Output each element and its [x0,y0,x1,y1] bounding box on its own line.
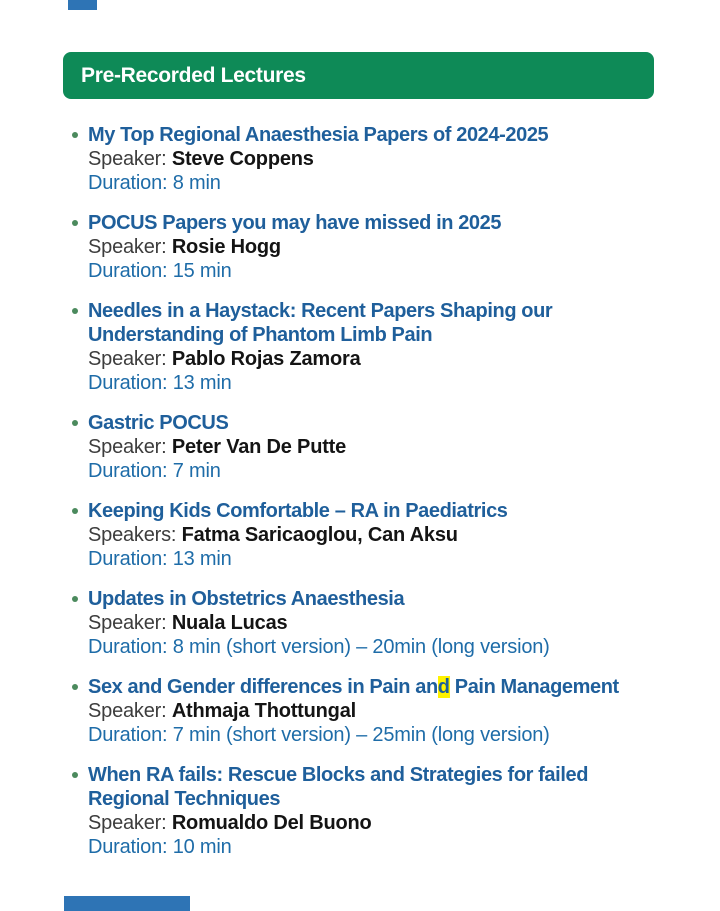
duration-line [88,459,663,483]
duration-line [88,259,663,283]
lecture-text [88,587,663,659]
lecture-title-text: My Top Regional Anaesthesia Papers of 2024-2025 [88,124,549,146]
speaker-name: Romualdo Del Buono [171,812,372,834]
lecture-text [88,499,663,571]
lecture-title-text: Gastric POCUS [88,412,229,434]
duration-label: Duration: [88,460,168,482]
bullet-icon [72,132,78,138]
lecture-text [88,763,663,859]
duration-label: Duration: [88,260,168,282]
duration-label: Duration: [88,724,168,746]
speaker-name: Steve Coppens [171,148,314,170]
lecture-title [88,123,663,147]
speaker-label: Speaker: [88,812,167,834]
lecture-list [63,123,663,875]
speaker-label: Speaker: [88,700,167,722]
duration-label: Duration: [88,636,168,658]
lecture-title-text: When RA fails: Rescue Blocks and Strategies for failed Regional Techniques [88,764,589,810]
speaker-name: Athmaja Thottungal [171,700,356,722]
bullet-icon [72,420,78,426]
bullet-icon [72,308,78,314]
duration-value: 7 min (short version) – 25min (long version) [172,724,550,746]
speaker-line [88,699,663,723]
duration-label: Duration: [88,372,168,394]
duration-value: 8 min (short version) – 20min (long version) [172,636,550,658]
duration-label: Duration: [88,836,168,858]
highlighted-character: d [437,676,450,698]
lecture-text [88,411,663,483]
bullet-icon [72,596,78,602]
lecture-text [88,675,663,747]
speaker-name: Pablo Rojas Zamora [171,348,361,370]
duration-line [88,371,663,395]
lecture-title [88,763,663,811]
lecture-title [88,587,663,611]
speaker-name: Peter Van De Putte [171,436,347,458]
lecture-title-text: Keeping Kids Comfortable – RA in Paediatrics [88,500,508,522]
speaker-line [88,811,663,835]
lecture-text [88,211,663,283]
duration-value: 13 min [172,372,232,394]
lecture-title [88,299,663,347]
speaker-label: Speaker: [88,236,167,258]
speaker-label: Speaker: [88,612,167,634]
lecture-item [63,299,663,395]
speaker-line [88,147,663,171]
duration-line [88,723,663,747]
lecture-item [63,675,663,747]
lecture-item [63,123,663,195]
clipped-text-bottom [64,896,190,911]
duration-line [88,547,663,571]
lecture-title-text-after: Pain Management [449,676,619,698]
speaker-label: Speaker: [88,148,167,170]
speaker-name: Rosie Hogg [171,236,281,258]
speaker-label: Speaker: [88,348,167,370]
lecture-text [88,123,663,195]
lecture-title-text: Sex and Gender differences in Pain an [88,676,438,698]
lecture-text [88,299,663,395]
speaker-label: Speakers: [88,524,177,546]
lecture-title-text: POCUS Papers you may have missed in 2025 [88,212,502,234]
lecture-title [88,499,663,523]
lecture-item [63,211,663,283]
speaker-name: Fatma Saricaoglou, Can Aksu [181,524,458,546]
speaker-label: Speaker: [88,436,167,458]
speaker-line [88,435,663,459]
speaker-line [88,523,663,547]
bullet-icon [72,772,78,778]
duration-label: Duration: [88,548,168,570]
lecture-title [88,411,663,435]
speaker-line [88,235,663,259]
duration-value: 8 min [172,172,221,194]
duration-value: 13 min [172,548,232,570]
speaker-name: Nuala Lucas [171,612,288,634]
clipped-text-top [68,0,97,10]
duration-value: 10 min [172,836,232,858]
lecture-item [63,499,663,571]
bullet-icon [72,508,78,514]
section-header [63,52,654,99]
lecture-item [63,587,663,659]
section-header-title: Pre-Recorded Lectures [81,63,306,87]
lecture-item [63,763,663,859]
duration-value: 7 min [172,460,221,482]
duration-line [88,171,663,195]
lecture-title [88,211,663,235]
speaker-line [88,611,663,635]
lecture-item [63,411,663,483]
lecture-title-text: Updates in Obstetrics Anaesthesia [88,588,405,610]
speaker-line [88,347,663,371]
duration-line [88,635,663,659]
bullet-icon [72,220,78,226]
lecture-title [88,675,663,699]
duration-label: Duration: [88,172,168,194]
bullet-icon [72,684,78,690]
duration-value: 15 min [172,260,232,282]
duration-line [88,835,663,859]
lecture-title-text: Needles in a Haystack: Recent Papers Shaping our Understanding of Phantom Limb Pain [88,300,553,346]
